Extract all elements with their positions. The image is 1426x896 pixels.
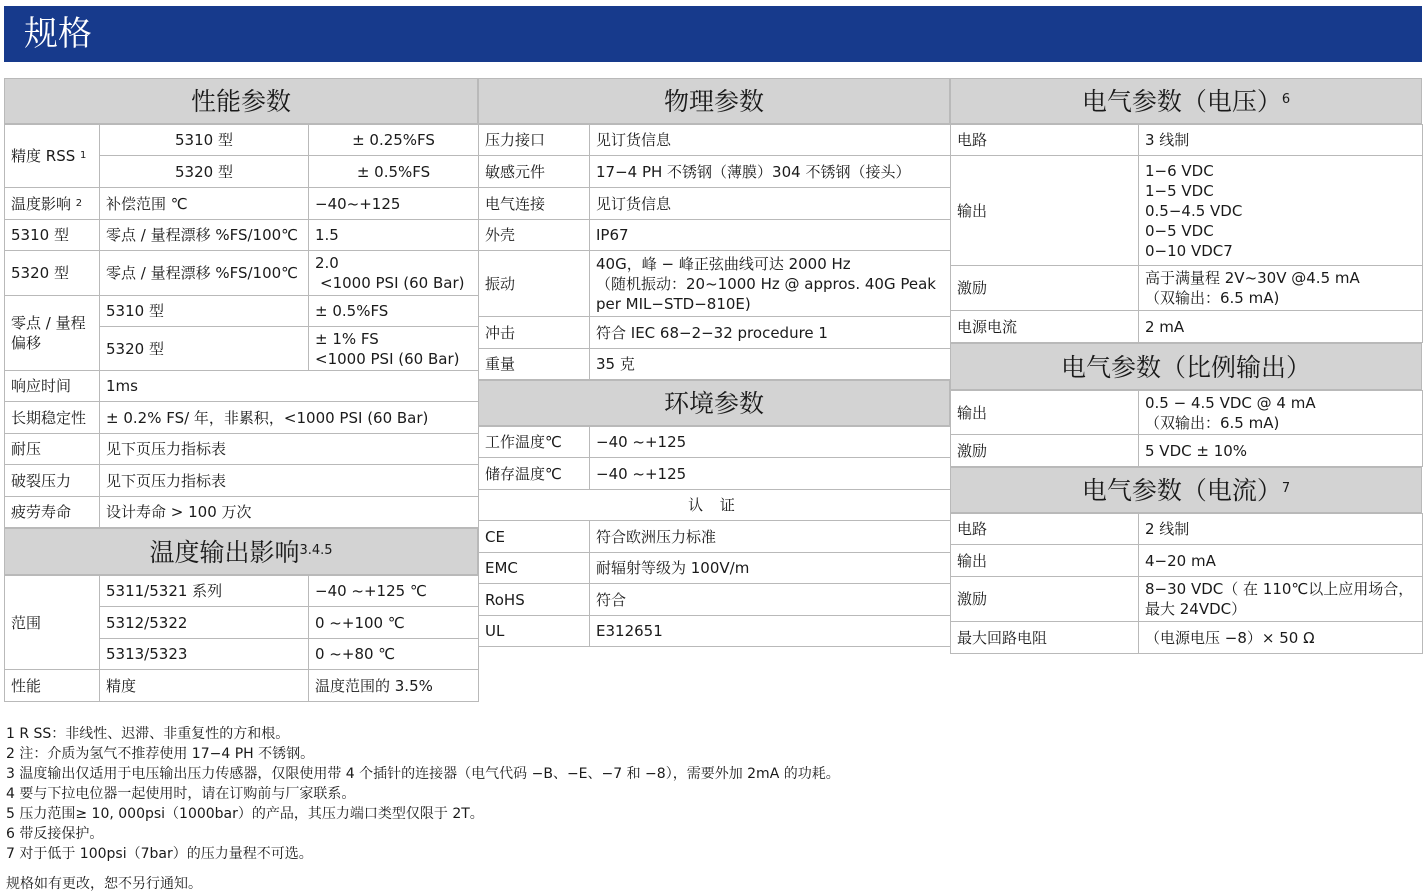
table-row xyxy=(479,490,951,521)
label-cell: RoHS xyxy=(479,584,590,616)
table-row xyxy=(479,584,951,616)
model-cell: 5320 型 xyxy=(100,327,309,371)
value-cell: 耐辐射等级为 100V/m xyxy=(590,553,951,584)
table-row xyxy=(479,317,951,349)
table-row xyxy=(479,458,951,490)
value-cell: 符合 xyxy=(590,584,951,616)
footnote: 1 R SS：非线性、迟滞、非重复性的方和根。 xyxy=(6,726,290,742)
cert-header: 认 证 xyxy=(479,490,951,521)
value-line: （双输出：6.5 mA) xyxy=(1145,289,1280,307)
table-row xyxy=(5,434,479,465)
value-cell: 设计寿命 > 100 万次 xyxy=(100,497,479,528)
value-cell: 0 ~+100 ℃ xyxy=(309,607,479,639)
elec-voltage-table xyxy=(950,124,1423,343)
value-cell xyxy=(1139,577,1423,622)
value-line: （随机振动：20~1000 Hz @ appros. 40G Peak xyxy=(596,274,936,293)
elec-ratio-header: 电气参数（比例输出） xyxy=(950,343,1422,390)
label-cell: 疲劳寿命 xyxy=(5,497,100,528)
page-title: 规格 xyxy=(4,6,1422,62)
table-row xyxy=(951,435,1423,467)
physical-header: 物理参数 xyxy=(478,78,950,124)
physical-panel xyxy=(478,78,950,647)
elec-voltage-header: 电气参数（电压）$^6$ xyxy=(950,78,1422,124)
label-cell: 最大回路电阻 xyxy=(951,622,1139,654)
footnotes xyxy=(6,724,1416,894)
label-cell: 长期稳定性 xyxy=(5,402,100,434)
value-cell xyxy=(1139,391,1423,435)
table-row xyxy=(479,349,951,380)
temp-output-header: 温度输出影响$^{3.4.5}$ xyxy=(4,528,478,575)
value-cell: （电源电压 −8）× 50 Ω xyxy=(1139,622,1423,654)
table-row xyxy=(479,521,951,553)
label-cell: 输出 xyxy=(951,545,1139,577)
value-line: 0.5−4.5 VDC xyxy=(1145,201,1243,220)
value-line: 0−10 VDC7 xyxy=(1145,241,1233,260)
label-cell: 重量 xyxy=(479,349,590,380)
label-cell: 外壳 xyxy=(479,220,590,251)
param-cell: 零点 / 量程漂移 %FS/100℃ xyxy=(100,251,309,296)
value-cell: ± 0.5%FS xyxy=(309,156,479,188)
performance-table xyxy=(4,124,479,528)
table-row xyxy=(951,514,1423,545)
value-cell: 35 克 xyxy=(590,349,951,380)
table-row xyxy=(951,545,1423,577)
table-row xyxy=(5,670,479,702)
value-line: ± 1% FS xyxy=(315,329,379,348)
table-row xyxy=(951,125,1423,156)
label-cell: 5310 型 xyxy=(5,220,100,251)
value-cell xyxy=(1139,156,1423,266)
model-cell: 5313/5323 xyxy=(100,639,309,670)
value-cell: E312651 xyxy=(590,616,951,647)
table-row xyxy=(951,156,1423,266)
table-row xyxy=(479,553,951,584)
param-cell: 精度 xyxy=(100,670,309,702)
value-cell: 见订货信息 xyxy=(590,188,951,220)
table-row xyxy=(5,371,479,402)
value-cell: 17−4 PH 不锈钢（薄膜）304 不锈钢（接头） xyxy=(590,156,951,188)
value-line: 0−5 VDC xyxy=(1145,221,1214,240)
electrical-panel xyxy=(950,78,1422,654)
label-cell: UL xyxy=(479,616,590,647)
value-cell: 2 mA xyxy=(1139,311,1423,343)
value-cell: 1.5 xyxy=(309,220,479,251)
temp-output-table xyxy=(4,575,479,702)
value-cell: 见下页压力指标表 xyxy=(100,434,479,465)
table-row xyxy=(951,311,1423,343)
value-cell xyxy=(309,327,479,371)
environment-header: 环境参数 xyxy=(478,380,950,426)
value-cell: 温度范围的 3.5% xyxy=(309,670,479,702)
label-cell: 输出 xyxy=(951,156,1139,266)
value-line: 1−5 VDC xyxy=(1145,181,1214,200)
value-cell xyxy=(590,251,951,317)
label-cell: 5320 型 xyxy=(5,251,100,296)
precision-label: 精度 RSS $^1$ xyxy=(5,125,100,188)
value-cell xyxy=(309,251,479,296)
table-row xyxy=(951,266,1423,311)
value-cell: 符合欧洲压力标准 xyxy=(590,521,951,553)
label-cell: 电路 xyxy=(951,514,1139,545)
label-cell: 破裂压力 xyxy=(5,465,100,497)
value-line: 最大 24VDC） xyxy=(1145,600,1247,618)
value-line: <1000 PSI (60 Bar) xyxy=(320,274,465,292)
offset-label: 零点 / 量程 偏移 xyxy=(5,296,100,371)
value-cell: −40 ~+125 xyxy=(590,458,951,490)
label-cell: 电源电流 xyxy=(951,311,1139,343)
model-cell: 5310 型 xyxy=(100,296,309,327)
table-row xyxy=(5,576,479,607)
value-cell: −40~+125 xyxy=(309,188,479,220)
value-cell: 见下页压力指标表 xyxy=(100,465,479,497)
value-cell: −40 ~+125 xyxy=(590,427,951,458)
model-cell: 5311/5321 系列 xyxy=(100,576,309,607)
param-cell: 补偿范围 ℃ xyxy=(100,188,309,220)
value-line: <1000 PSI (60 Bar) xyxy=(315,349,460,368)
value-line: 2.0 xyxy=(315,254,339,272)
label-cell: 电路 xyxy=(951,125,1139,156)
table-row xyxy=(951,577,1423,622)
table-row xyxy=(5,251,479,296)
table-row xyxy=(951,622,1423,654)
footnote: 6 带反接保护。 xyxy=(6,826,104,842)
value-line: 1−6 VDC xyxy=(1145,161,1214,180)
label-cell: 压力接口 xyxy=(479,125,590,156)
label-cell: 性能 xyxy=(5,670,100,702)
label-cell: 激励 xyxy=(951,266,1139,311)
value-line: per MIL−STD−810E) xyxy=(596,294,751,313)
footnote: 7 对于低于 100psi（7bar）的压力量程不可选。 xyxy=(6,846,313,862)
label-cell: 敏感元件 xyxy=(479,156,590,188)
label-cell: 冲击 xyxy=(479,317,590,349)
value-cell: 0 ~+80 ℃ xyxy=(309,639,479,670)
value-cell: ± 0.25%FS xyxy=(309,125,479,156)
value-cell: −40 ~+125 ℃ xyxy=(309,576,479,607)
final-note: 规格如有更改，恕不另行通知。 xyxy=(6,876,202,892)
table-row xyxy=(479,251,951,317)
environment-table xyxy=(478,426,951,647)
table-row xyxy=(5,125,479,156)
label-cell: 耐压 xyxy=(5,434,100,465)
model-cell: 5320 型 xyxy=(100,156,309,188)
footnote: 5 压力范围≥ 10, 000psi（1000bar）的产品，其压力端口类型仅限于 2T。 xyxy=(6,806,484,822)
table-row xyxy=(479,125,951,156)
param-cell: 零点 / 量程漂移 %FS/100℃ xyxy=(100,220,309,251)
value-line: 40G，峰 − 峰正弦曲线可达 2000 Hz xyxy=(596,254,851,273)
performance-header: 性能参数 xyxy=(4,78,478,124)
physical-table xyxy=(478,124,951,380)
value-cell: 见订货信息 xyxy=(590,125,951,156)
table-row xyxy=(5,497,479,528)
footnote: 2 注：介质为氢气不推荐使用 17−4 PH 不锈钢。 xyxy=(6,746,315,762)
footnote: 3 温度输出仅适用于电压输出压力传感器，仅限使用带 4 个插针的连接器（电气代码 −B、−E、−7 和 −8），需要外加 2mA 的功耗。 xyxy=(6,766,840,782)
value-line: （双输出：6.5 mA) xyxy=(1145,413,1280,432)
elec-current-header: 电气参数（电流）$^7$ xyxy=(950,467,1422,513)
model-cell: 5310 型 xyxy=(100,125,309,156)
label-cell: 储存温度℃ xyxy=(479,458,590,490)
value-cell: 4−20 mA xyxy=(1139,545,1423,577)
value-cell: ± 0.2% FS/ 年，非累积，<1000 PSI (60 Bar) xyxy=(100,402,479,434)
value-cell: 3 线制 xyxy=(1139,125,1423,156)
table-row xyxy=(479,220,951,251)
table-row xyxy=(5,402,479,434)
value-cell: IP67 xyxy=(590,220,951,251)
elec-ratio-table xyxy=(950,390,1423,467)
table-row xyxy=(5,296,479,327)
value-line: 高于满量程 2V~30V @4.5 mA xyxy=(1145,269,1360,287)
footnote: 4 要与下拉电位器一起使用时，请在订购前与厂家联系。 xyxy=(6,786,356,802)
value-cell: ± 0.5%FS xyxy=(309,296,479,327)
table-row xyxy=(5,188,479,220)
model-cell: 5312/5322 xyxy=(100,607,309,639)
label-cell: CE xyxy=(479,521,590,553)
value-cell xyxy=(1139,266,1423,311)
table-row xyxy=(479,427,951,458)
value-cell: 符合 IEC 68−2−32 procedure 1 xyxy=(590,317,951,349)
label-cell: 工作温度℃ xyxy=(479,427,590,458)
table-row xyxy=(479,156,951,188)
label-cell: 振动 xyxy=(479,251,590,317)
elec-current-table xyxy=(950,513,1423,654)
value-cell: 5 VDC ± 10% xyxy=(1139,435,1423,467)
performance-panel xyxy=(4,78,478,702)
table-row xyxy=(479,188,951,220)
table-row xyxy=(5,220,479,251)
value-line: 8−30 VDC（ 在 110℃以上应用场合， xyxy=(1145,580,1414,598)
value-cell: 1ms xyxy=(100,371,479,402)
table-row xyxy=(951,391,1423,435)
label-cell: EMC xyxy=(479,553,590,584)
table-row xyxy=(5,465,479,497)
temp-effect-label: 温度影响 $^2$ xyxy=(5,188,100,220)
label-cell: 电气连接 xyxy=(479,188,590,220)
label-cell: 激励 xyxy=(951,435,1139,467)
value-cell: 2 线制 xyxy=(1139,514,1423,545)
table-row xyxy=(479,616,951,647)
range-label: 范围 xyxy=(5,576,100,670)
value-line: 0.5 − 4.5 VDC @ 4 mA xyxy=(1145,393,1316,412)
label-cell: 输出 xyxy=(951,391,1139,435)
label-cell: 激励 xyxy=(951,577,1139,622)
label-cell: 响应时间 xyxy=(5,371,100,402)
